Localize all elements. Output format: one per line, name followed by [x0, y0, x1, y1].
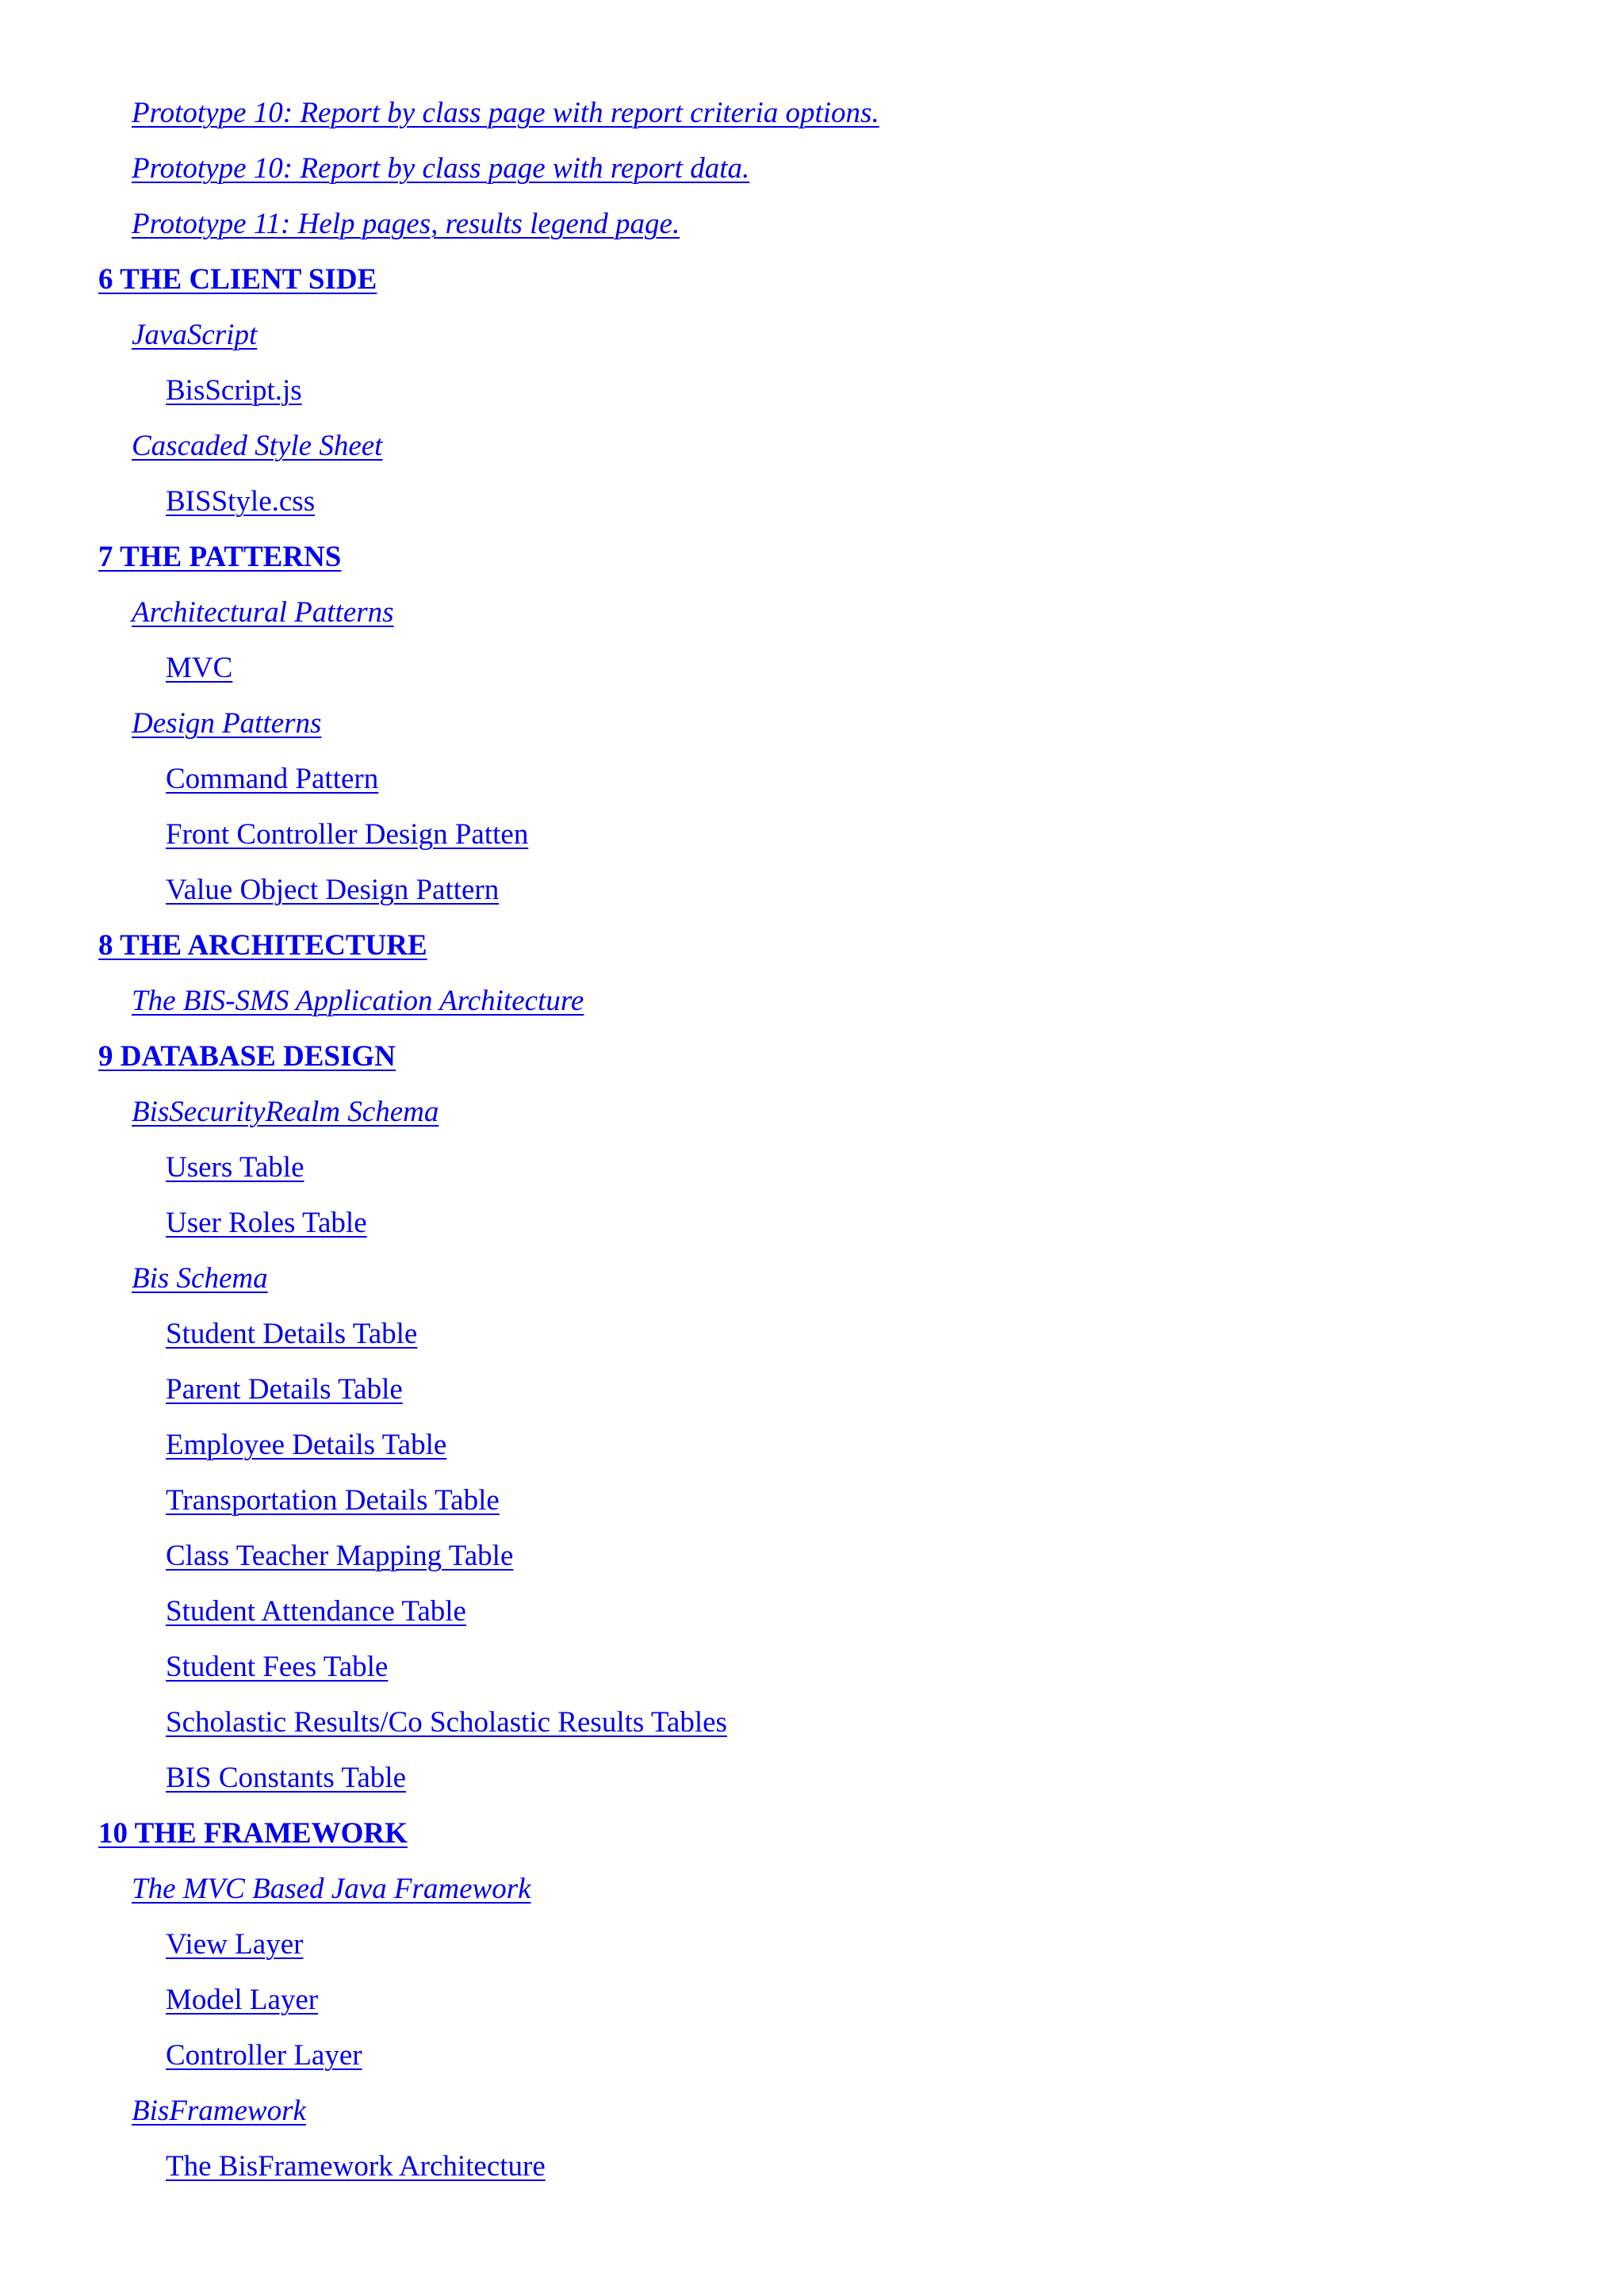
toc-section-link[interactable]: Prototype 10: Report by class page with report data. [132, 152, 750, 185]
toc-section-entry [0, 147, 1624, 203]
toc-subsection-link[interactable]: User Roles Table [166, 1207, 367, 1239]
toc-subsection-entry [0, 1701, 1624, 1757]
toc-subsection-link[interactable]: Transportation Details Table [166, 1484, 500, 1517]
toc-chapter-entry [0, 924, 1624, 980]
toc-subsection-link[interactable]: Front Controller Design Patten [166, 818, 529, 851]
toc-section-entry [0, 1091, 1624, 1146]
toc-subsection-link[interactable]: Student Fees Table [166, 1651, 389, 1683]
toc-section-entry [0, 203, 1624, 258]
toc-subsection-entry [0, 480, 1624, 536]
toc-subsection-entry [0, 1313, 1624, 1368]
toc-subsection-entry [0, 1979, 1624, 2034]
toc-chapter-link[interactable]: 9 DATABASE DESIGN [98, 1040, 396, 1073]
toc-subsection-link[interactable]: Scholastic Results/Co Scholastic Results Tables [166, 1706, 727, 1739]
toc-chapter-entry [0, 536, 1624, 591]
toc-subsection-entry [0, 1479, 1624, 1535]
toc-section-link[interactable]: The BIS-SMS Application Architecture [132, 985, 584, 1017]
toc-chapter-entry [0, 1035, 1624, 1091]
toc-section-entry [0, 1257, 1624, 1313]
toc-subsection-entry [0, 1424, 1624, 1479]
toc-subsection-link[interactable]: Class Teacher Mapping Table [166, 1540, 514, 1572]
table-of-contents [0, 92, 1624, 2201]
toc-subsection-entry [0, 758, 1624, 813]
toc-subsection-link[interactable]: BIS Constants Table [166, 1762, 407, 1794]
toc-section-link[interactable]: Cascaded Style Sheet [132, 430, 383, 462]
toc-subsection-link[interactable]: Value Object Design Pattern [166, 874, 500, 906]
toc-section-entry [0, 314, 1624, 369]
toc-section-entry [0, 1868, 1624, 1923]
toc-chapter-link[interactable]: 10 THE FRAMEWORK [98, 1817, 408, 1850]
toc-subsection-link[interactable]: Model Layer [166, 1984, 319, 2016]
toc-subsection-entry [0, 647, 1624, 702]
toc-section-entry [0, 591, 1624, 647]
toc-subsection-link[interactable]: Controller Layer [166, 2039, 362, 2072]
toc-chapter-entry [0, 258, 1624, 314]
toc-section-link[interactable]: Design Patterns [132, 707, 322, 740]
toc-subsection-link[interactable]: MVC [166, 652, 233, 684]
toc-subsection-link[interactable]: Employee Details Table [166, 1429, 447, 1461]
toc-subsection-entry [0, 813, 1624, 869]
toc-subsection-entry [0, 2145, 1624, 2201]
toc-subsection-entry [0, 2034, 1624, 2090]
toc-subsection-entry [0, 1368, 1624, 1424]
toc-chapter-link[interactable]: 7 THE PATTERNS [98, 541, 342, 573]
toc-subsection-entry [0, 1146, 1624, 1202]
toc-subsection-entry [0, 1590, 1624, 1646]
toc-chapter-entry [0, 1812, 1624, 1868]
toc-section-link[interactable]: Prototype 11: Help pages, results legend page. [132, 208, 680, 240]
toc-subsection-link[interactable]: Command Pattern [166, 763, 379, 795]
toc-subsection-link[interactable]: Parent Details Table [166, 1373, 403, 1406]
toc-section-entry [0, 702, 1624, 758]
toc-section-entry [0, 980, 1624, 1035]
toc-subsection-entry [0, 1757, 1624, 1812]
toc-subsection-entry [0, 1202, 1624, 1257]
toc-section-entry [0, 425, 1624, 480]
toc-subsection-entry [0, 869, 1624, 924]
toc-subsection-entry [0, 1535, 1624, 1590]
toc-section-entry [0, 2090, 1624, 2145]
toc-subsection-link[interactable]: Student Attendance Table [166, 1595, 466, 1628]
toc-subsection-link[interactable]: BisScript.js [166, 374, 302, 407]
toc-subsection-link[interactable]: The BisFramework Architecture [166, 2150, 546, 2183]
toc-subsection-link[interactable]: BISStyle.css [166, 485, 316, 518]
toc-chapter-link[interactable]: 8 THE ARCHITECTURE [98, 929, 427, 962]
toc-section-link[interactable]: Bis Schema [132, 1262, 268, 1295]
toc-section-link[interactable]: The MVC Based Java Framework [132, 1873, 531, 1905]
toc-subsection-entry [0, 369, 1624, 425]
toc-section-link[interactable]: BisFramework [132, 2095, 306, 2127]
toc-section-entry [0, 92, 1624, 147]
toc-section-link[interactable]: JavaScript [132, 319, 258, 351]
toc-section-link[interactable]: BisSecurityRealm Schema [132, 1096, 439, 1128]
toc-subsection-entry [0, 1646, 1624, 1701]
toc-section-link[interactable]: Prototype 10: Report by class page with report criteria options. [132, 97, 879, 129]
toc-subsection-entry [0, 1923, 1624, 1979]
toc-section-link[interactable]: Architectural Patterns [132, 596, 394, 629]
toc-subsection-link[interactable]: Student Details Table [166, 1318, 418, 1350]
toc-subsection-link[interactable]: View Layer [166, 1928, 304, 1961]
toc-chapter-link[interactable]: 6 THE CLIENT SIDE [98, 263, 377, 296]
toc-subsection-link[interactable]: Users Table [166, 1151, 304, 1184]
